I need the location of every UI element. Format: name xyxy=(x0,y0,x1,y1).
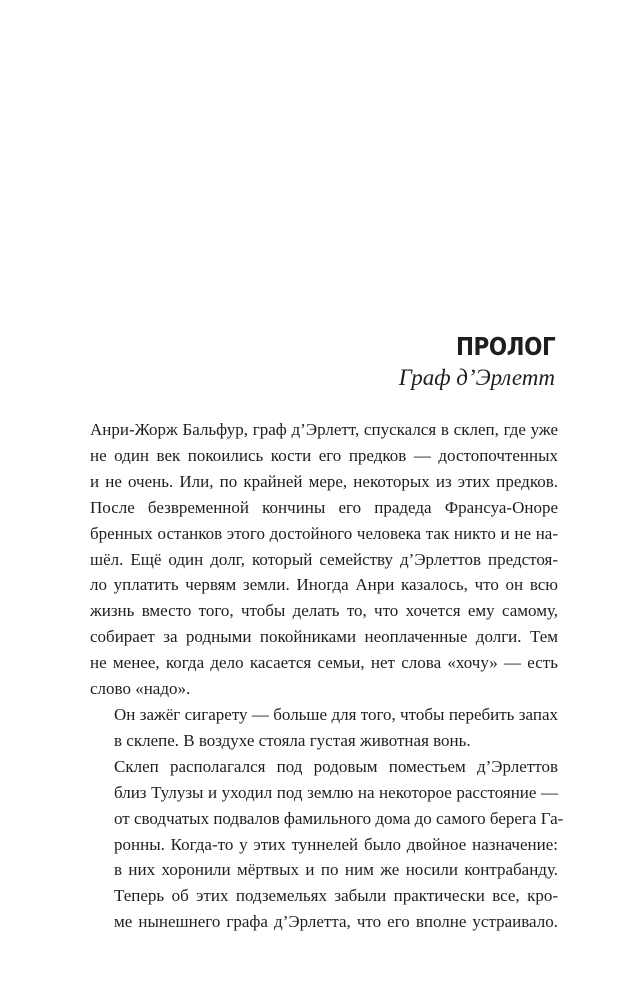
chapter-subtitle: Граф д’Эрлетт xyxy=(398,365,555,390)
text-line: Анри-Жорж Бальфур, граф д’Эрлетт, спускался в склеп, где уже xyxy=(90,420,558,439)
text-line: собирает за родными покойниками неоплаченные долги. Тем xyxy=(90,627,558,647)
chapter-title: ПРОЛОГ xyxy=(455,332,555,361)
text-line: жизнь вместо того, чтобы делать то, что хочется ему самому, xyxy=(90,601,558,621)
text-line: ло уплатить червям земли. Иногда Анри казалось, что он всю xyxy=(90,575,558,595)
body-text xyxy=(90,417,564,935)
chapter-heading xyxy=(399,332,555,392)
text-line: ронны. Когда-то у этих туннелей было двойное назначение: xyxy=(114,834,558,854)
text-line: и не очень. Или, по крайней мере, некоторых из этих предков. xyxy=(90,471,558,491)
text-line: в них хоронили мёртвых и по ним же носили контрабанду. xyxy=(114,860,558,880)
text-line: После безвременной кончины его прадеда Франсуа-Оноре xyxy=(90,497,558,517)
paragraph-1 xyxy=(90,417,558,702)
paragraph-2 xyxy=(90,702,558,754)
text-line: ме нынешнего графа д’Эрлетта, что его вполне устраивало. xyxy=(114,912,558,932)
text-line: в склепе. В воздухе стояла густая животная вонь. xyxy=(114,730,471,750)
text-line: Склеп располагался под родовым поместьем д’Эрлеттов xyxy=(114,756,558,776)
text-line: Он зажёг сигарету — больше для того, чтобы перебить запах xyxy=(114,704,558,724)
text-line: от сводчатых подвалов фамильного дома до самого берега Га- xyxy=(114,808,564,828)
text-line: бренных останков этого достойного человека так никто и не на- xyxy=(90,523,558,543)
paragraph-3 xyxy=(90,754,564,935)
text-line: слово «надо». xyxy=(90,679,191,699)
text-line: Теперь об этих подземельях забыли практически все, кро- xyxy=(114,886,558,906)
text-line: шёл. Ещё один долг, который семейству д’Эрлеттов предстоя- xyxy=(90,549,558,569)
text-line: не один век покоились кости его предков — достопочтенных xyxy=(90,445,558,465)
text-line: близ Тулузы и уходил под землю на некоторое расстояние — xyxy=(114,782,558,802)
text-line: не менее, когда дело касается семьи, нет слова «хочу» — есть xyxy=(90,653,558,673)
